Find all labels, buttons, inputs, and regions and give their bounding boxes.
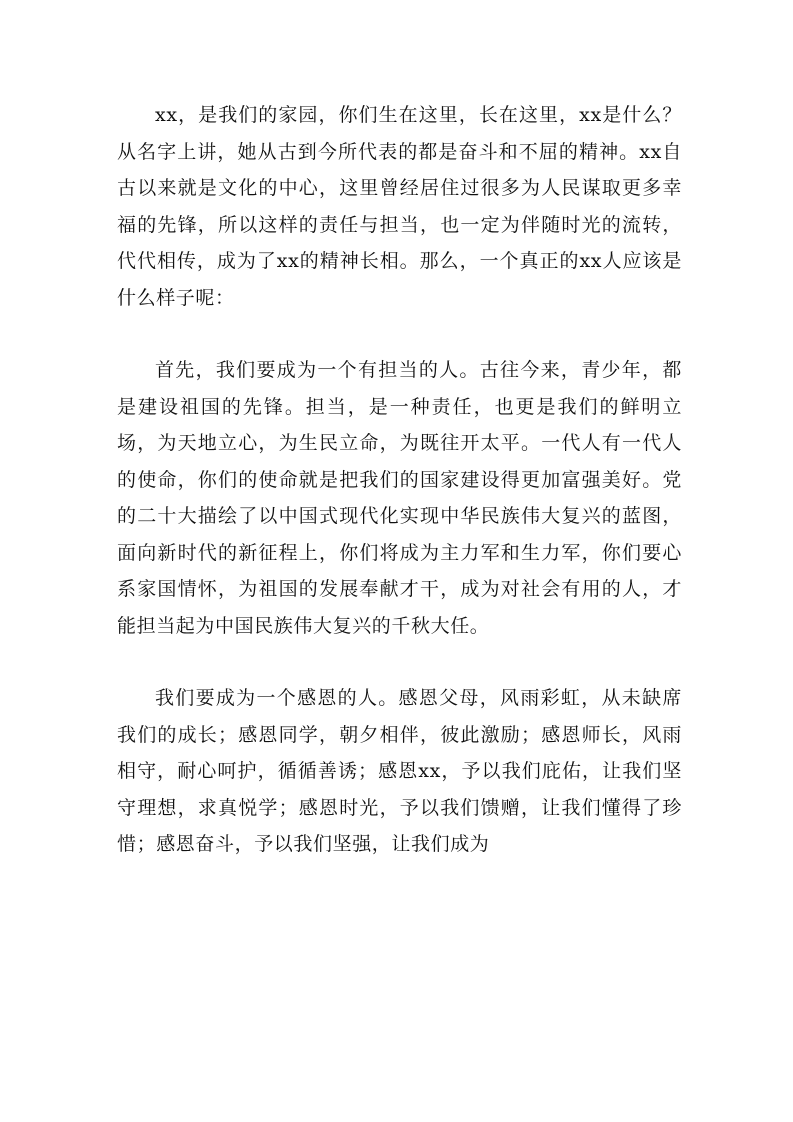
paragraph-hometown: xx，是我们的家园，你们生在这里，长在这里，xx是什么？从名字上讲，她从古到今所代表的都是奋斗和不屈的精神。xx自古以来就是文化的中心，这里曾经居住过很多为人民谋取更多幸福的先锋，所以这样的责任与担当，也一定为伴随时光的流转，代代相传，成为了xx的精神长相。那么，一个真正的xx人应该是什么样子呢： bbox=[117, 104, 682, 309]
paragraph-gratitude: 我们要成为一个感恩的人。感恩父母，风雨彩虹，从未缺席我们的成长；感恩同学，朝夕相伴，彼此激励；感恩师长，风雨相守，耐心呵护，循循善诱；感恩xx，予以我们庇佑，让我们坚守理想，求真悦学；感恩时光，予以我们馈赠，让我们懂得了珍惜；感恩奋斗，予以我们坚强，让我们成为 bbox=[117, 687, 682, 855]
document-body bbox=[117, 97, 682, 863]
paragraph-responsibility: 首先，我们要成为一个有担当的人。古往今来，青少年，都是建设祖国的先锋。担当，是一种责任，也更是我们的鲜明立场，为天地立心，为生民立命，为既往开太平。一代人有一代人的使命，你们的使命就是把我们的国家建设得更加富强美好。党的二十大描绘了以中国式现代化实现中华民族伟大复兴的蓝图，面向新时代的新征程上，你们将成为主力军和生力军，你们要心系家国情怀，为祖国的发展奉献才干，成为对社会有用的人，才能担当起为中国民族伟大复兴的千秋大任。 bbox=[117, 359, 682, 637]
